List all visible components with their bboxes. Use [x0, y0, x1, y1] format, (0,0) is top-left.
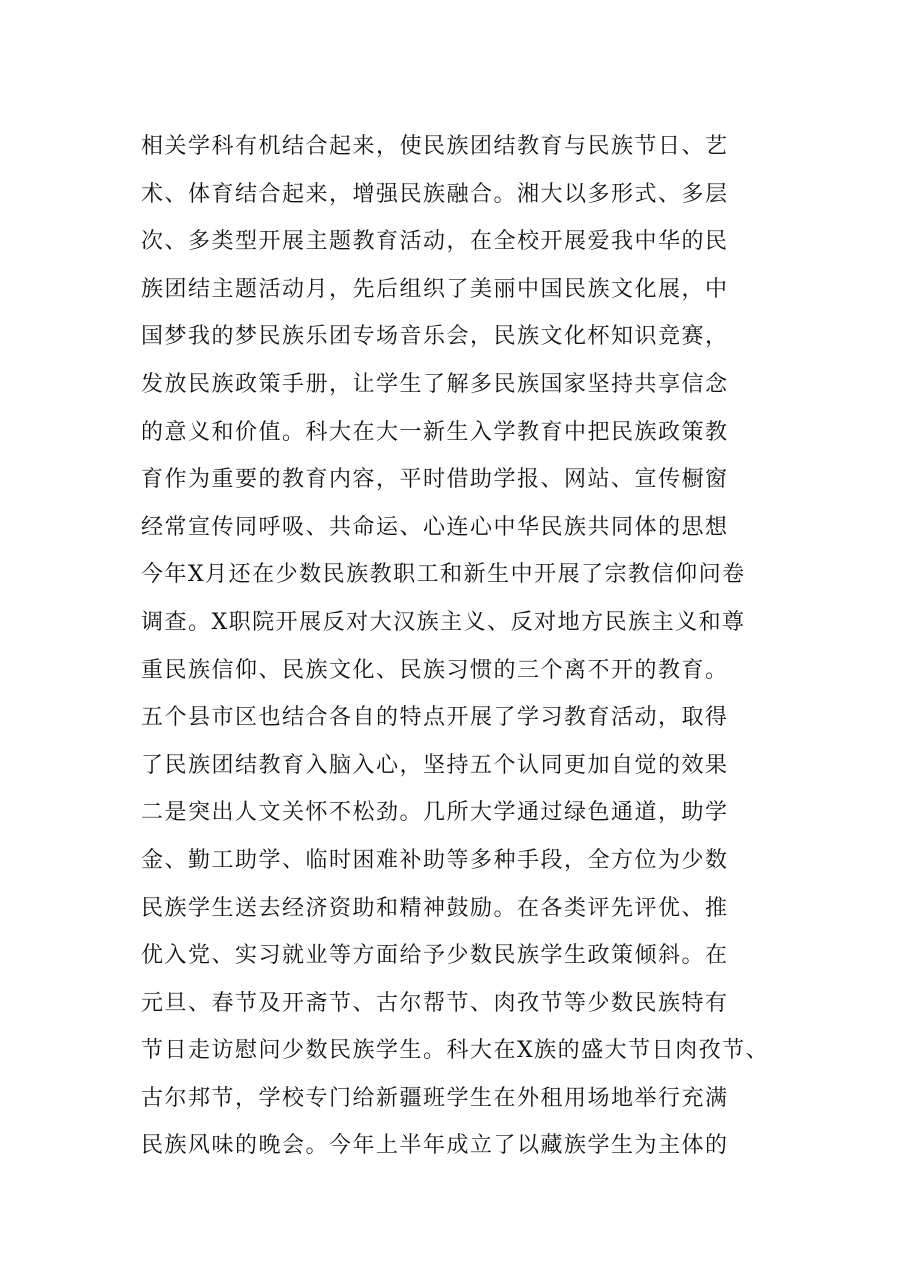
text-line: 民族风味的晚会。今年上半年成立了以藏族学生为主体的: [141, 1133, 729, 1159]
text-line: 相关学科有机结合起来，使民族团结教育与民族节日、艺: [141, 134, 729, 159]
text-line: 国梦我的梦民族乐团专场音乐会，民族文化杯知识竞赛，: [141, 324, 729, 350]
text-line: 今年X月还在少数民族教职工和新生中开展了宗教信仰问卷: [141, 562, 746, 588]
text-line: 五个县市区也结合各自的特点开展了学习教育活动，取得: [141, 705, 729, 731]
text-line: 古尔邦节，学校专门给新疆班学生在外租用场地举行充满: [141, 1085, 729, 1111]
text-line: 元旦、春节及开斋节、古尔帮节、肉孜节等少数民族特有: [141, 990, 729, 1016]
text-line: 发放民族政策手册，让学生了解多民族国家坚持共享信念: [141, 371, 729, 397]
text-line: 了民族团结教育入脑入心，坚持五个认同更加自觉的效果: [141, 752, 729, 778]
text-line: 育作为重要的教育内容，平时借助学报、网站、宣传橱窗: [141, 467, 729, 493]
body-text: [141, 123, 781, 1170]
text-line: 经常宣传同呼吸、共命运、心连心中华民族共同体的思想: [141, 514, 729, 540]
text-line: 节日走访慰问少数民族学生。科大在X族的盛大节日肉孜节、: [141, 1038, 770, 1064]
text-line: 优入党、实习就业等方面给予少数民族学生政策倾斜。在: [141, 943, 729, 969]
text-line: 术、体育结合起来，增强民族融合。湘大以多形式、多层: [141, 181, 729, 207]
text-line: 民族学生送去经济资助和精神鼓励。在各类评先评优、推: [141, 895, 729, 921]
text-line: 二是突出人文关怀不松劲。几所大学通过绿色通道，助学: [141, 800, 729, 826]
text-line: 调查。X职院开展反对大汉族主义、反对地方民族主义和尊: [141, 609, 746, 635]
text-line: 族团结主题活动月，先后组织了美丽中国民族文化展，中: [141, 276, 729, 302]
text-line: 的意义和价值。科大在大一新生入学教育中把民族政策教: [141, 419, 729, 445]
text-line: 重民族信仰、民族文化、民族习惯的三个离不开的教育。: [141, 657, 729, 683]
text-line: 金、勤工助学、临时困难补助等多种手段，全方位为少数: [141, 847, 729, 873]
text-line: 次、多类型开展主题教育活动，在全校开展爱我中华的民: [141, 229, 729, 255]
